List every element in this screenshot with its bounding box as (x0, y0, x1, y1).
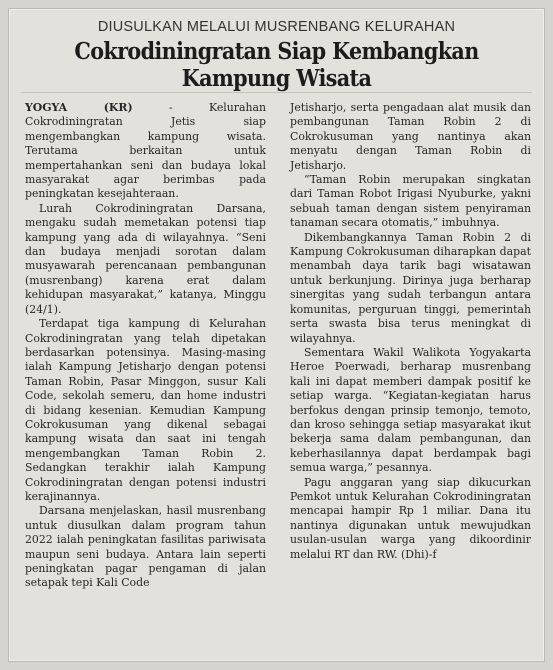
paragraph: Pagu anggaran yang siap dikucurkan Pemkot untuk Kelurahan Cokrodiningratan mencapai hampir Rp 1 miliar. Dana itu nantinya digunakan untuk mewujudkan usulan-usulan warga yang dikoordinir melalui RT dan RW. (Dhi)-f (290, 475, 531, 561)
kicker: DIUSULKAN MELALUI MUSRENBANG KELURAHAN (97, 19, 456, 35)
dateline: YOGYA (KR) (25, 101, 133, 114)
paragraph (25, 101, 266, 202)
column-right (290, 101, 531, 653)
paragraph: Terdapat tiga kampung di Kelurahan Cokrodiningratan yang telah dipetakan berdasarkan potensinya. Masing-masing ialah Kampung Jetisharjo dengan potensi Taman Robin, Pasar Minggon, susur Kali Code, sekolah semeru, dan home industri di bidang kesenian. Kemudian Kampung Cokrokusuman yang dikenal sebagai kampung wisata dan saat ini tengah mengembangkan Taman Robin 2. Sedangkan terakhir ialah Kampung Cokrodiningratan dengan potensi industri kerajinannya. (25, 317, 266, 503)
paragraph: Jetisharjo, serta pengadaan alat musik dan pembangunan Taman Robin 2 di Cokrokusuman yang nantinya akan menyatu dengan Taman Robin di Jetisharjo. (290, 101, 531, 172)
paragraph: Dikembangkannya Taman Robin 2 di Kampung Cokrokusuman diharapkan dapat menambah daya tarik bagi wisatawan untuk berkunjung. Dirinya juga berharap sinergitas yang sudah terbangun antara komunitas, perguruan tinggi, pemerintah serta swasta bisa terus meningkat di wilayahnya. (290, 230, 531, 345)
headline-divider (21, 92, 532, 93)
article-body (25, 101, 531, 653)
column-left (25, 101, 266, 653)
paragraph: Lurah Cokrodiningratan Darsana, mengaku sudah memetakan potensi tiap kampung yang ada di wilayahnya. “Seni dan budaya menjadi sorotan dalam musyawarah perencanaan pembangunan (musrenbang) karena erat dalam kehidupan masyarakat,” katanya, Minggu (24/1). (25, 201, 266, 316)
paragraph: Darsana menjelaskan, hasil musrenbang untuk diusulkan dalam program tahun 2022 ialah peningkatan fasilitas pariwisata maupun seni budaya. Antara lain seperti peningkatan pagar pengaman di jalan setapak tepi Kali Code (25, 504, 266, 590)
paragraph: “Taman Robin merupakan singkatan dari Taman Robot Irigasi Nyuburke, yakni sebuah taman dengan sistem penyiraman tanaman secara otomatis,” imbuhnya. (290, 173, 531, 230)
lead-text: - Kelurahan Cokrodiningratan Jetis siap mengembangkan kampung wisata. Terutama berkaitan untuk mempertahankan seni dan budaya lokal masyarakat agar berimbas pada peningkatan kesejahteraan. (25, 101, 267, 201)
paragraph: Sementara Wakil Walikota Yogyakarta Heroe Poerwadi, berharap musrenbang kali ini dapat memberi dampak positif ke setiap warga. “Kegiatan-kegiatan harus berfokus dengan prinsip temonjo, temoto, dan kroso sehingga setiap masyarakat ikut bekerja sama dalam pembangunan, dan keberhasilannya dapat berdampak bagi semua warga,” pesannya. (290, 345, 531, 475)
headline: Cokrodiningratan Siap Kembangkan Kampung Wisata (74, 38, 479, 92)
newspaper-clipping (8, 8, 545, 662)
